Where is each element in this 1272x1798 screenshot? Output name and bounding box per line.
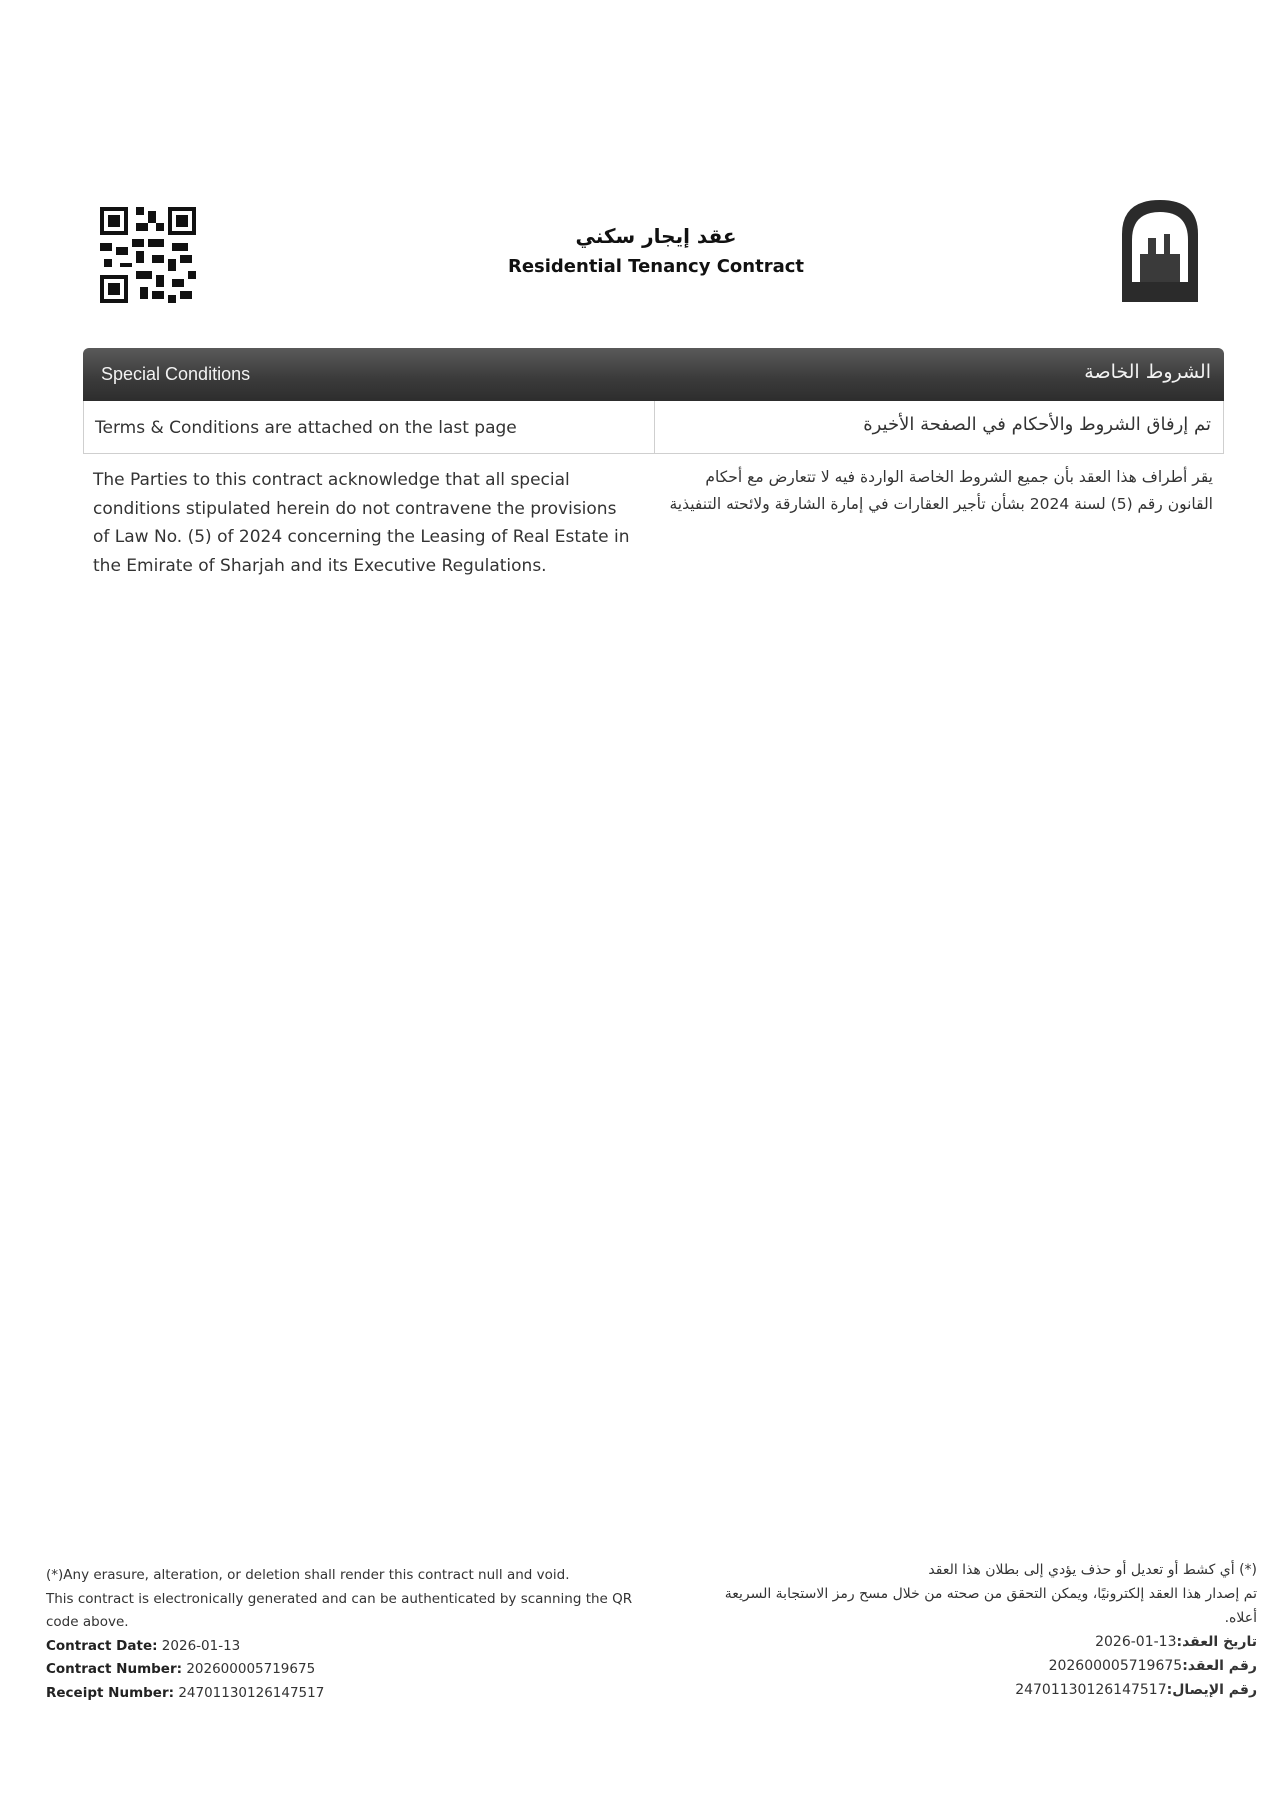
contract-date-label: Contract Date: [46,1637,158,1654]
footer-generated-arabic: تم إصدار هذا العقد إلكترونيًا، ويمكن التحقق من صحته من خلال مسح رمز الاستجابة السريعة أعلاه. [724,1586,1257,1626]
section-title-arabic: الشروط الخاصة [1084,361,1211,383]
receipt-number-value: 24701130126147517 [178,1684,325,1701]
contract-number-label: Contract Number: [46,1661,183,1677]
footer-arabic [700,1558,1257,1702]
receipt-number-row [46,1682,646,1706]
section-title-english: Special Conditions [101,364,251,384]
footer-english [46,1564,646,1705]
receipt-number-row-arabic [700,1678,1257,1702]
title-arabic: عقد إيجار سكني [575,224,737,248]
contract-date-value: 2026-01-13 [161,1637,241,1654]
receipt-number-label-arabic: رقم الإيصال: [1166,1682,1257,1698]
contract-date-row-arabic [700,1630,1257,1654]
qr-code[interactable] [100,207,196,303]
contract-date-value-arabic: 2026-01-13 [1095,1634,1177,1650]
attached-terms-arabic: تم إرفاق الشروط والأحكام في الصفحة الأخيرة [863,414,1211,435]
footer-generated-english: This contract is electronically generated and can be authenticated by scanning the QR code above. [46,1590,633,1630]
sharjah-municipality-logo [1118,196,1202,302]
contract-number-value: 202600005719675 [186,1661,316,1677]
acknowledgement-english: The Parties to this contract acknowledge that all special conditions stipulated herein do not contravene the provisions of Law No. (5) of 2024 concerning the Leasing of Real Estate in the Emirate of Sharjah and its Executive Regulations. [93,470,630,576]
section-header-bar [83,348,1224,401]
title-english: Residential Tenancy Contract [507,256,805,277]
contract-date-label-arabic: تاريخ العقد: [1176,1634,1257,1650]
receipt-number-label: Receipt Number: [46,1684,175,1701]
row-divider [654,401,655,453]
contract-number-label-arabic: رقم العقد: [1182,1658,1257,1674]
contract-number-value-arabic: 202600005719675 [1048,1658,1183,1674]
contract-number-row [46,1658,646,1682]
contract-date-row [46,1635,646,1659]
attached-terms-english: Terms & Conditions are attached on the last page [95,418,517,438]
footer-note-english: (*)Any erasure, alteration, or deletion shall render this contract null and void. [46,1567,570,1583]
footer-note-arabic: (*) أي كشط أو تعديل أو حذف يؤدي إلى بطلان هذا العقد [928,1562,1257,1578]
contract-number-row-arabic [700,1654,1257,1678]
receipt-number-value-arabic: 24701130126147517 [1015,1682,1167,1698]
acknowledgement-arabic: يقر أطراف هذا العقد بأن جميع الشروط الخاصة الواردة فيه لا تتعارض مع أحكام القانون رقم (5) لسنة 2024 بشأن تأجير العقارات في إمارة الشارقة ولائحته التنفيذية [669,468,1213,513]
